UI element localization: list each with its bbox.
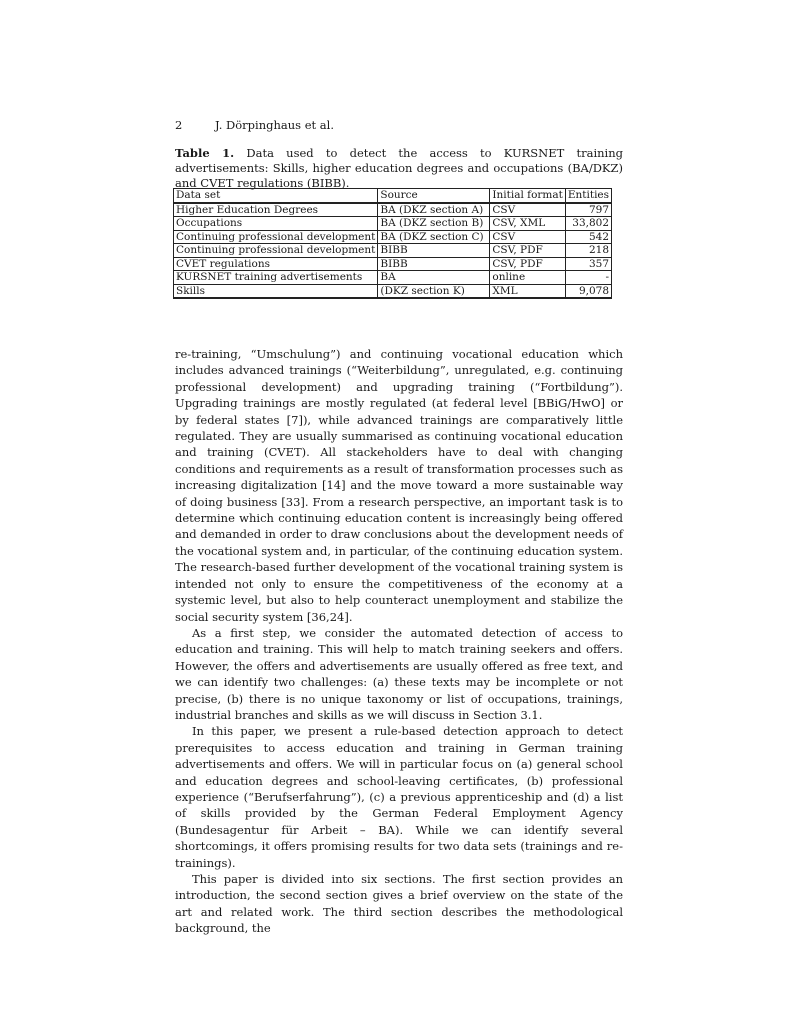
- running-head: [175, 118, 334, 132]
- cell-initial-format: XML: [490, 284, 565, 298]
- table-row: [174, 257, 612, 271]
- cell-source: BA (DKZ section C): [378, 230, 490, 244]
- body-text: [175, 346, 623, 937]
- cell-data-set: Occupations: [174, 217, 378, 231]
- table-row: [174, 230, 612, 244]
- cell-entities: 218: [565, 244, 611, 258]
- cell-source: BIBB: [378, 257, 490, 271]
- table-header-row: [174, 189, 612, 203]
- cell-data-set: KURSNET training advertisements: [174, 271, 378, 285]
- cell-entities: 357: [565, 257, 611, 271]
- paragraph: re-training, “Umschulung”) and continuing vocational education which includes advanced trainings (“Weiterbildung”, unregulated, e.g. continuing professional development) and upgrading training (“Fortbildung”). Upgrading trainings are mostly regulated (at federal level [BBiG/HwO] or by federal states [7]), while advanced trainings are comparatively little regulated. They are usually summarised as continuing vocational education and training (CVET). All stackeholders have to deal with changing conditions and requirements as a result of transformation processes such as increasing digitalization [14] and the move toward a more sustainable way of doing business [33]. From a research perspective, an important task is to determine which continuing education content is increasingly being offered and demanded in order to draw conclusions about the development needs of the vocational system and, in particular, of the continuing education system. The research-based further development of the vocational training system is intended not only to ensure the competitiveness of the economy at a systemic level, but also to help counteract unemployment and stabilize the social security system [36,24].: [175, 347, 623, 624]
- table-row: [174, 203, 612, 217]
- table-row: [174, 284, 612, 298]
- table-row: [174, 244, 612, 258]
- data-table: [173, 188, 612, 299]
- cell-data-set: Higher Education Degrees: [174, 203, 378, 217]
- cell-entities: 9,078: [565, 284, 611, 298]
- cell-data-set: Continuing professional development: [174, 230, 378, 244]
- cell-initial-format: CSV: [490, 230, 565, 244]
- author-line: J. Dörpinghaus et al.: [215, 118, 334, 132]
- cell-data-set: Skills: [174, 284, 378, 298]
- table-caption-text: Data used to detect the access to KURSNET training advertisements: Skills, higher education degrees and occupations (BA/DKZ) and CVET regulations (BIBB).: [175, 146, 623, 190]
- table-row: [174, 217, 612, 231]
- cell-initial-format: CSV, PDF: [490, 257, 565, 271]
- column-header-data-set: Data set: [174, 189, 378, 203]
- cell-source: BA (DKZ section B): [378, 217, 490, 231]
- cell-entities: 33,802: [565, 217, 611, 231]
- cell-source: BIBB: [378, 244, 490, 258]
- cell-data-set: Continuing professional development: [174, 244, 378, 258]
- cell-initial-format: online: [490, 271, 565, 285]
- column-header-entities: Entities: [565, 189, 611, 203]
- paragraph: This paper is divided into six sections. The first section provides an introduction, the second section gives a brief overview on the state of the art and related work. The third section describes the methodological background, the: [175, 872, 623, 936]
- table-caption: [175, 146, 623, 191]
- paragraph: As a first step, we consider the automated detection of access to education and training. This will help to match training seekers and offers. However, the offers and advertisements are usually offered as free text, and we can identify two challenges: (a) these texts may be incomplete or not precise, (b) there is no unique taxonomy or list of occupations, trainings, industrial branches and skills as we will discuss in Section 3.1.: [175, 625, 623, 722]
- column-header-source: Source: [378, 189, 490, 203]
- cell-source: BA: [378, 271, 490, 285]
- cell-data-set: CVET regulations: [174, 257, 378, 271]
- page-number: 2: [175, 118, 183, 132]
- cell-initial-format: CSV, XML: [490, 217, 565, 231]
- cell-source: BA (DKZ section A): [378, 203, 490, 217]
- cell-initial-format: CSV: [490, 203, 565, 217]
- cell-entities: 797: [565, 203, 611, 217]
- cell-entities: 542: [565, 230, 611, 244]
- cell-entities: -: [565, 271, 611, 285]
- table-caption-label: Table 1.: [175, 146, 235, 160]
- cell-source: (DKZ section K): [378, 284, 490, 298]
- column-header-initial-format: Initial format: [490, 189, 565, 203]
- paragraph: In this paper, we present a rule-based detection approach to detect prerequisites to access education and training in German training advertisements and offers. We will in particular focus on (a) general school and education degrees and school-leaving certificates, (b) professional experience (“Berufserfahrung”), (c) a previous apprenticeship and (d) a list of skills provided by the German Federal Employment Agency (Bundesagentur für Arbeit – BA). While we can identify several shortcomings, it offers promising results for two data sets (trainings and re-trainings).: [175, 724, 623, 870]
- cell-initial-format: CSV, PDF: [490, 244, 565, 258]
- table-row: [174, 271, 612, 285]
